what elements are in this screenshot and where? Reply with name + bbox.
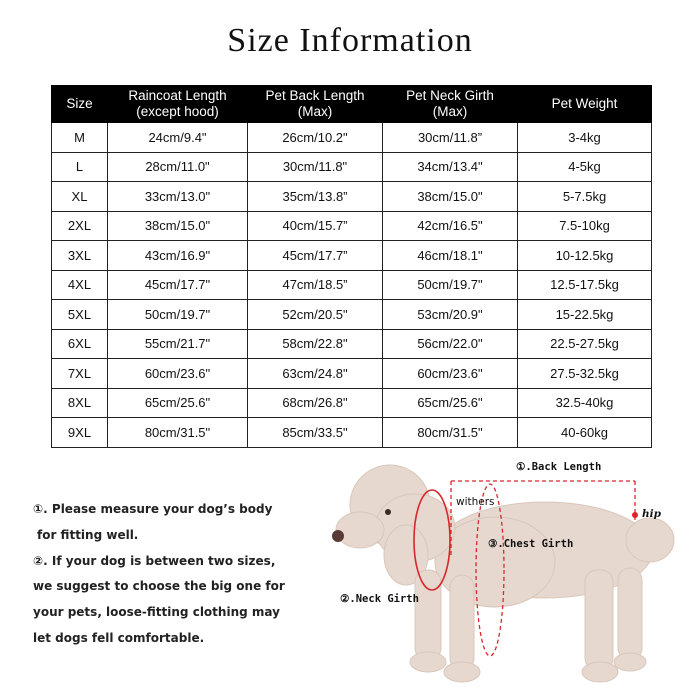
header-back-length: Pet Back Length (Max) xyxy=(248,86,383,123)
table-cell: 3XL xyxy=(52,241,108,271)
page-title: Size Information xyxy=(227,22,473,59)
table-cell: 46cm/18.1" xyxy=(383,241,518,271)
table-cell: 33cm/13.0" xyxy=(108,182,248,212)
table-cell: XL xyxy=(52,182,108,212)
table-cell: 12.5-17.5kg xyxy=(518,270,652,300)
table-cell: 15-22.5kg xyxy=(518,300,652,330)
table-cell: 7.5-10kg xyxy=(518,211,652,241)
table-cell: 40cm/15.7” xyxy=(248,211,383,241)
table-cell: 47cm/18.5” xyxy=(248,270,383,300)
table-cell: 26cm/10.2" xyxy=(248,123,383,153)
header-size: Size xyxy=(52,86,108,123)
table-cell: 5-7.5kg xyxy=(518,182,652,212)
table-row xyxy=(52,152,652,182)
table-cell: M xyxy=(52,123,108,153)
table-cell: 63cm/24.8" xyxy=(248,359,383,389)
table-cell: 50cm/19.7" xyxy=(383,270,518,300)
table-row xyxy=(52,211,652,241)
dog-body xyxy=(336,465,674,682)
table-row xyxy=(52,388,652,418)
hip-marker xyxy=(632,512,638,518)
table-cell: 22.5-27.5kg xyxy=(518,329,652,359)
table-cell: 53cm/20.9" xyxy=(383,300,518,330)
measurement-diagram xyxy=(320,450,700,700)
table-cell: 40-60kg xyxy=(518,418,652,448)
table-cell: 60cm/23.6" xyxy=(108,359,248,389)
table-cell: 80cm/31.5" xyxy=(383,418,518,448)
table-cell: 43cm/16.9" xyxy=(108,241,248,271)
table-cell: 24cm/9.4" xyxy=(108,123,248,153)
header-neck-girth: Pet Neck Girth (Max) xyxy=(383,86,518,123)
table-cell: 38cm/15.0" xyxy=(383,182,518,212)
withers-label: withers xyxy=(456,496,495,508)
table-row xyxy=(52,182,652,212)
table-cell: 50cm/19.7" xyxy=(108,300,248,330)
table-cell: 45cm/17.7” xyxy=(248,241,383,271)
table-cell: 35cm/13.8” xyxy=(248,182,383,212)
note-line: for fitting well. xyxy=(37,527,139,542)
table-cell: 5XL xyxy=(52,300,108,330)
measurement-notes xyxy=(33,497,333,652)
note-line: ①. Please measure your dog’s body xyxy=(33,502,273,516)
table-cell: 30cm/11.8" xyxy=(248,152,383,182)
table-cell: 65cm/25.6" xyxy=(383,388,518,418)
table-cell: 30cm/11.8” xyxy=(383,123,518,153)
table-cell: 3-4kg xyxy=(518,123,652,153)
hip-label: hip xyxy=(642,508,661,520)
table-cell: 52cm/20.5" xyxy=(248,300,383,330)
table-row xyxy=(52,359,652,389)
table-row xyxy=(52,418,652,448)
table-cell: 8XL xyxy=(52,388,108,418)
table-row xyxy=(52,270,652,300)
table-cell: 55cm/21.7" xyxy=(108,329,248,359)
table-cell: 56cm/22.0" xyxy=(383,329,518,359)
table-cell: 42cm/16.5" xyxy=(383,211,518,241)
note-line: ②. If your dog is between two sizes, xyxy=(33,553,276,568)
dog-eye xyxy=(385,509,391,515)
table-cell: 80cm/31.5" xyxy=(108,418,248,448)
table-cell: 58cm/22.8" xyxy=(248,329,383,359)
table-header-row xyxy=(52,86,652,123)
header-raincoat-length: Raincoat Length (except hood) xyxy=(108,86,248,123)
table-cell: 85cm/33.5" xyxy=(248,418,383,448)
note-line: we suggest to choose the big one for xyxy=(33,579,285,594)
table-cell: 4XL xyxy=(52,270,108,300)
table-row xyxy=(52,300,652,330)
dog-nose xyxy=(332,530,344,542)
table-cell: 34cm/13.4" xyxy=(383,152,518,182)
table-body xyxy=(52,123,652,448)
table-cell: 68cm/26.8" xyxy=(248,388,383,418)
table-cell: 4-5kg xyxy=(518,152,652,182)
note-line: your pets, loose-fitting clothing may xyxy=(33,605,280,620)
table-cell: 38cm/15.0" xyxy=(108,211,248,241)
header-pet-weight: Pet Weight xyxy=(518,86,652,123)
table-cell: 28cm/11.0" xyxy=(108,152,248,182)
table-cell: 27.5-32.5kg xyxy=(518,359,652,389)
table-cell: L xyxy=(52,152,108,182)
table-cell: 65cm/25.6" xyxy=(108,388,248,418)
table-cell: 2XL xyxy=(52,211,108,241)
table-cell: 45cm/17.7" xyxy=(108,270,248,300)
table-cell: 7XL xyxy=(52,359,108,389)
neck-girth-label: ②.Neck Girth xyxy=(340,593,419,605)
back-length-label: ①.Back Length xyxy=(516,461,602,473)
table-row xyxy=(52,123,652,153)
size-table xyxy=(51,85,652,448)
table-row xyxy=(52,329,652,359)
note-line: let dogs fell comfortable. xyxy=(33,630,205,645)
chest-girth-label: ③.Chest Girth xyxy=(488,538,574,550)
table-row xyxy=(52,241,652,271)
table-cell: 10-12.5kg xyxy=(518,241,652,271)
table-cell: 9XL xyxy=(52,418,108,448)
dog-illustration xyxy=(320,450,700,700)
table-cell: 32.5-40kg xyxy=(518,388,652,418)
table-cell: 60cm/23.6" xyxy=(383,359,518,389)
table-cell: 6XL xyxy=(52,329,108,359)
